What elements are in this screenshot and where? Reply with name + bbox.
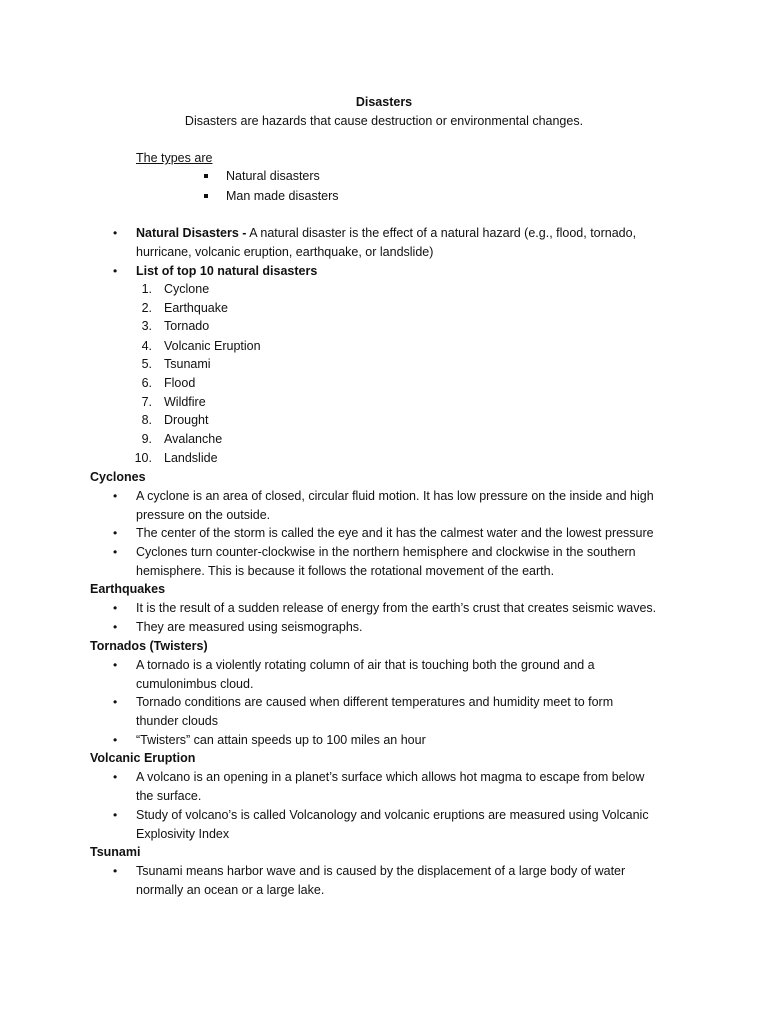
- bullet-icon: •: [113, 545, 118, 559]
- section-heading-volcanic: Volcanic Eruption: [90, 751, 196, 765]
- list-item: Earthquake: [164, 301, 228, 315]
- natural-def-text: A natural disaster is the effect of a natural hazard (e.g., flood, tornado,: [246, 226, 637, 240]
- section-heading-tornados: Tornados (Twisters): [90, 639, 208, 653]
- paragraph-line: A volcano is an opening in a planet’s surface which allows hot magma to escape from below: [136, 770, 645, 784]
- paragraph-line: A cyclone is an area of closed, circular fluid motion. It has low pressure on the inside and high: [136, 489, 654, 503]
- natural-def-line1: [136, 224, 636, 242]
- natural-def-line2: hurricane, volcanic eruption, earthquake, or landslide): [136, 245, 434, 259]
- paragraph-line: cumulonimbus cloud.: [136, 677, 254, 691]
- list-item: Drought: [164, 413, 209, 427]
- list-item: Landslide: [164, 451, 218, 465]
- paragraph-line: Tsunami means harbor wave and is caused by the displacement of a large body of water: [136, 864, 626, 878]
- list-number: 10.: [134, 451, 152, 465]
- paragraph-line: thunder clouds: [136, 714, 219, 728]
- paragraph-line: normally an ocean or a large lake.: [136, 883, 325, 897]
- list-heading: List of top 10 natural disasters: [136, 264, 318, 278]
- paragraph-line: Study of volcano’s is called Volcanology and volcanic eruptions are measured using Volcanic: [136, 808, 649, 822]
- list-number: 6.: [141, 376, 152, 390]
- paragraph-line: A tornado is a violently rotating column of air that is touching both the ground and a: [136, 658, 595, 672]
- paragraph-line: pressure on the outside.: [136, 508, 271, 522]
- list-number: 8.: [141, 413, 152, 427]
- list-item: Cyclone: [164, 282, 210, 296]
- paragraph-line: Cyclones turn counter-clockwise in the northern hemisphere and clockwise in the southern: [136, 545, 636, 559]
- bullet-icon: •: [113, 864, 118, 878]
- square-bullet-icon: [204, 174, 208, 178]
- square-bullet-icon: [204, 194, 208, 198]
- bullet-icon: •: [113, 489, 118, 503]
- bullet-icon: •: [113, 733, 118, 747]
- bullet-icon: •: [113, 695, 118, 709]
- list-number: 2.: [141, 301, 152, 315]
- type-item: Natural disasters: [226, 169, 320, 183]
- page-subtitle: Disasters are hazards that cause destruction or environmental changes.: [184, 114, 584, 128]
- section-heading-tsunami: Tsunami: [90, 845, 141, 859]
- list-number: 4.: [141, 339, 152, 353]
- bullet-icon: •: [113, 658, 118, 672]
- natural-term: Natural Disasters -: [136, 226, 247, 240]
- list-number: 7.: [141, 395, 152, 409]
- bullet-icon: •: [113, 601, 118, 615]
- bullet-icon: •: [113, 226, 118, 240]
- page-title: Disasters: [355, 95, 413, 109]
- list-item: Wildfire: [164, 395, 206, 409]
- section-heading-cyclones: Cyclones: [90, 470, 146, 484]
- type-item: Man made disasters: [226, 189, 339, 203]
- list-item: Flood: [164, 376, 196, 390]
- paragraph-line: It is the result of a sudden release of energy from the earth’s crust that creates seismic waves.: [136, 601, 657, 615]
- types-heading: The types are: [136, 151, 213, 165]
- list-item: Tsunami: [164, 357, 211, 371]
- list-number: 3.: [141, 319, 152, 333]
- paragraph-line: The center of the storm is called the eye and it has the calmest water and the lowest pressure: [136, 526, 654, 540]
- bullet-icon: •: [113, 620, 118, 634]
- paragraph-line: Tornado conditions are caused when different temperatures and humidity meet to form: [136, 695, 614, 709]
- list-number: 9.: [141, 432, 152, 446]
- bullet-icon: •: [113, 808, 118, 822]
- list-number: 5.: [141, 357, 152, 371]
- list-number: 1.: [141, 282, 152, 296]
- bullet-icon: •: [113, 770, 118, 784]
- list-item: Avalanche: [164, 432, 223, 446]
- list-item: Tornado: [164, 319, 210, 333]
- bullet-icon: •: [113, 526, 118, 540]
- paragraph-line: Explosivity Index: [136, 827, 230, 841]
- paragraph-line: hemisphere. This is because it follows the rotational movement of the earth.: [136, 564, 555, 578]
- list-item: Volcanic Eruption: [164, 339, 261, 353]
- bullet-icon: •: [113, 264, 118, 278]
- paragraph-line: They are measured using seismographs.: [136, 620, 363, 634]
- paragraph-line: the surface.: [136, 789, 202, 803]
- section-heading-earthquakes: Earthquakes: [90, 582, 166, 596]
- paragraph-line: “Twisters” can attain speeds up to 100 miles an hour: [136, 733, 426, 747]
